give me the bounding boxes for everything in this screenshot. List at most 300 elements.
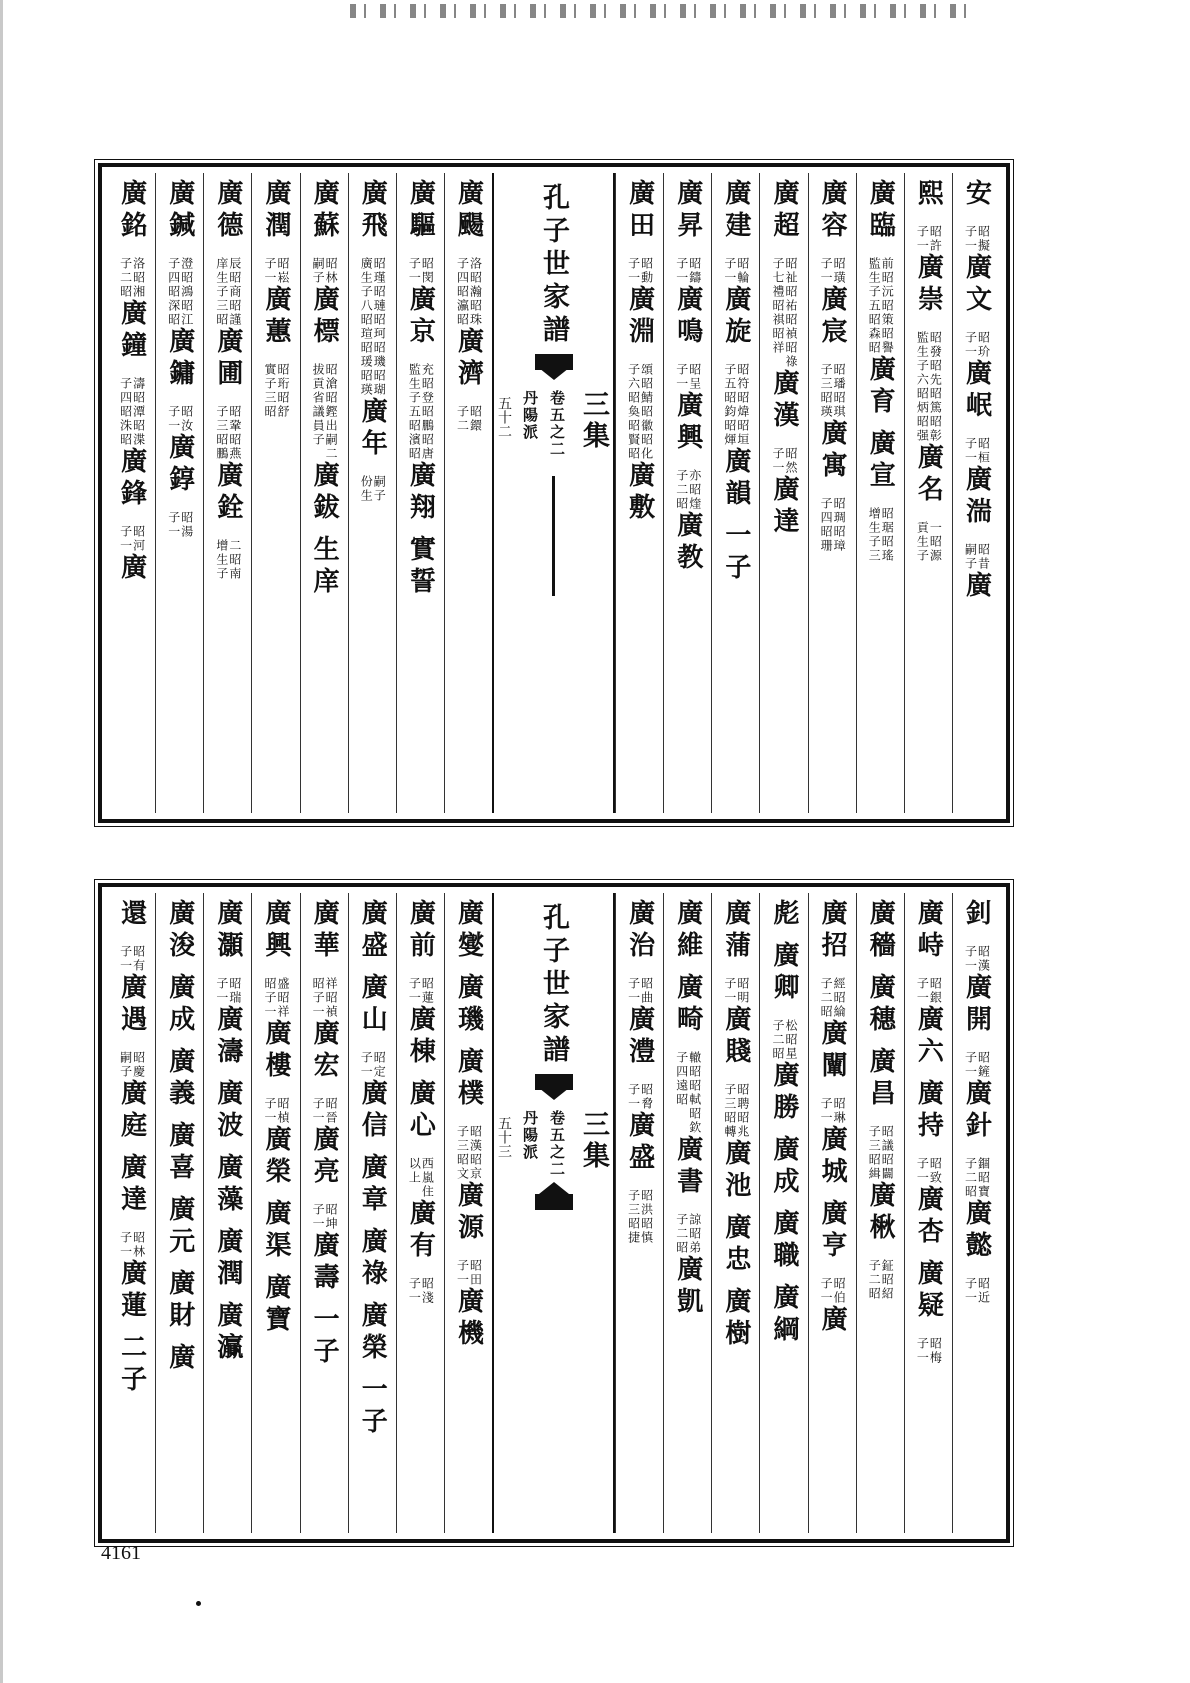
person-name: 廣燮 (453, 899, 484, 963)
person-name: 廣樸 (453, 1047, 484, 1111)
annotation-note (627, 973, 653, 1005)
genealogy-entry (116, 1153, 147, 1217)
genealogy-entry (357, 973, 388, 1037)
person-name: 廣敷 (624, 461, 655, 525)
annotation-note (723, 359, 749, 447)
annotation-line: 昭珩昭舒 (275, 363, 290, 419)
genealogy-entry (961, 1199, 992, 1263)
genealogy-entry (164, 1343, 195, 1375)
annotation-line: 子一 (722, 257, 737, 285)
genealogy-column (155, 893, 203, 1533)
genealogy-entry (260, 1125, 291, 1189)
genealogy-entry (116, 1259, 147, 1323)
annotation-line: 昭瑞 (227, 977, 242, 1005)
person-name: 廣潤 (260, 179, 291, 243)
annotation-note (963, 327, 989, 359)
genealogy-entry (309, 179, 340, 243)
genealogy-entry (164, 179, 195, 243)
person-name: 一子 (309, 1305, 340, 1369)
annotation-line: 昭然 (783, 447, 798, 475)
annotation-line: 貢生子 (915, 521, 930, 563)
annotation-line: 監生子五昭濱昭 (407, 363, 422, 461)
genealogy-column (155, 173, 203, 813)
annotation-line: 洛昭瀚昭珠 (468, 257, 483, 327)
annotation-note (675, 1047, 701, 1135)
genealogy-column (203, 173, 251, 813)
genealogy-entry (672, 1255, 703, 1319)
genealogy-entry (720, 1287, 751, 1351)
branch-label: 丹陽派 (521, 1110, 539, 1161)
annotation-line: 子一 (166, 511, 181, 539)
annotation-note (215, 535, 241, 581)
person-name: 廣鳴 (672, 285, 703, 349)
annotation-line: 松昭星 (783, 1019, 798, 1061)
annotation-note (819, 1273, 845, 1305)
person-name: 廣臨 (865, 179, 896, 243)
annotation-line: 昭明 (735, 977, 750, 1005)
annotation-note (407, 253, 433, 285)
annotation-note (311, 1199, 337, 1231)
annotation-line: 昭發昭先昭篤昭彰 (928, 331, 943, 443)
annotation-line: 昭漢昭京 (468, 1125, 483, 1181)
genealogy-column (808, 173, 856, 813)
annotation-line: 子三昭緝 (867, 1125, 882, 1181)
annotation-line: 昭慶 (131, 1051, 146, 1079)
person-name: 廣城 (817, 1125, 848, 1189)
annotation-line: 子四昭洙昭 (118, 377, 133, 447)
genealogy-entry (768, 369, 799, 433)
genealogy-column (108, 173, 155, 813)
person-name: 一子 (357, 1375, 388, 1439)
annotation-line: 昭瑾昭璉昭珂昭璣昭瑚 (372, 257, 387, 397)
person-name: 廣疑 (913, 1259, 944, 1323)
annotation-note (167, 253, 193, 327)
genealogy-entry (624, 285, 655, 349)
genealogy-entry (453, 1181, 484, 1245)
genealogy-column (300, 893, 348, 1533)
annotation-note (215, 401, 241, 461)
genealogy-entry (260, 1019, 291, 1083)
annotation-line: 子二昭 (674, 469, 689, 511)
genealogy-entry (116, 447, 147, 511)
person-name: 廣亮 (309, 1125, 340, 1189)
scan-speck (196, 1601, 201, 1606)
genealogy-entry (309, 461, 340, 525)
genealogy-entry (817, 1199, 848, 1263)
genealogy-entry (116, 179, 147, 243)
genealogy-entry (961, 253, 992, 317)
annotation-line: 祥昭禎 (324, 977, 339, 1019)
genealogy-entry (720, 899, 751, 963)
annotation-line: 昭銀 (928, 977, 943, 1005)
annotation-line: 子一 (915, 1337, 930, 1365)
annotation-line: 鉦昭紹 (880, 1259, 895, 1301)
genealogy-entry (672, 179, 703, 243)
annotation-line: 昭坤 (324, 1203, 339, 1231)
genealogy-entry (405, 1199, 436, 1263)
fishtail-ornament-icon (535, 354, 573, 380)
genealogy-column (856, 173, 904, 813)
annotation-note (263, 973, 289, 1019)
person-name: 廣章 (357, 1153, 388, 1217)
annotation-note (963, 1047, 989, 1079)
annotation-line: 昭田 (468, 1259, 483, 1287)
annotation-line: 子一 (819, 1097, 834, 1125)
person-name: 廣 (116, 553, 147, 585)
genealogy-entry (817, 419, 848, 483)
genealogy-entry (913, 899, 944, 963)
person-name: 二子 (116, 1333, 147, 1397)
annotation-line: 廣生子八昭瑄昭瑗昭瑛 (359, 257, 374, 397)
person-name: 廣開 (961, 973, 992, 1037)
genealogy-column (251, 893, 299, 1533)
genealogy-column (251, 173, 299, 813)
genealogy-entry (672, 1135, 703, 1199)
person-name: 熙 (913, 179, 944, 211)
person-name: 廣宸 (817, 285, 848, 349)
person-name: 廣喜 (164, 1121, 195, 1185)
person-name: 廣穡 (865, 899, 896, 963)
person-name: 廣波 (212, 1079, 243, 1143)
genealogy-entry (865, 429, 896, 493)
person-name: 廣信 (357, 1079, 388, 1143)
annotation-line: 子一 (963, 437, 978, 465)
person-name: 廣鍼 (164, 179, 195, 243)
person-name: 廣機 (453, 1287, 484, 1351)
genealogy-entry (768, 475, 799, 539)
person-name: 廣翔 (405, 461, 436, 525)
annotation-note (407, 1153, 433, 1199)
person-name: 廣楸 (865, 1181, 896, 1245)
person-name: 廣超 (768, 179, 799, 243)
genealogy-entry (405, 899, 436, 963)
genealogy-entry (164, 1195, 195, 1259)
annotation-note (119, 373, 145, 447)
genealogy-entry (164, 1121, 195, 1185)
person-name: 廣治 (624, 899, 655, 963)
annotation-line: 昭琚昭瑤 (880, 507, 895, 563)
annotation-line: 子四昭珊 (819, 497, 834, 553)
person-name: 廣颺 (453, 179, 484, 243)
person-name: 廣勝 (768, 1061, 799, 1125)
annotation-note (215, 253, 241, 327)
annotation-line: 子一 (262, 1097, 277, 1125)
genealogy-entry (309, 1231, 340, 1295)
annotation-line: 子三昭捷 (626, 1189, 641, 1245)
genealogy-entry (405, 1005, 436, 1069)
genealogy-entry (768, 1283, 799, 1347)
center-banner-top (492, 173, 615, 813)
person-name: 廣六 (913, 1005, 944, 1069)
annotation-line: 一昭源 (928, 521, 943, 563)
person-name: 廣庭 (116, 1079, 147, 1143)
person-name: 廣 (817, 1305, 848, 1337)
annotation-line: 子一 (963, 225, 978, 253)
annotation-note (455, 401, 481, 433)
genealogy-entry (309, 1125, 340, 1189)
annotation-line: 昭子一 (262, 977, 277, 1019)
person-name: 廣鏞 (164, 327, 195, 391)
person-name: 生庠 (309, 535, 340, 599)
annotation-line: 昭致 (928, 1157, 943, 1185)
volume-info (494, 1110, 613, 1178)
annotation-line: 子三昭轉 (722, 1083, 737, 1139)
genealogy-column (663, 893, 711, 1533)
genealogy-entry (672, 391, 703, 455)
person-name: 廣山 (357, 973, 388, 1037)
person-name: 廣成 (164, 973, 195, 1037)
genealogy-entry (357, 1079, 388, 1143)
person-name: 廣濤 (212, 1005, 243, 1069)
annotation-line: 昭林 (324, 257, 339, 285)
annotation-line: 昭河 (131, 525, 146, 553)
genealogy-column (952, 893, 1000, 1533)
annotation-line: 充昭登昭鵬昭唐 (420, 363, 435, 461)
annotation-line: 子二昭 (867, 1259, 882, 1301)
annotation-note (915, 1333, 941, 1365)
genealogy-column (396, 893, 444, 1533)
annotation-line: 子二昭 (819, 977, 834, 1019)
annotation-note (963, 1273, 989, 1305)
genealogy-entry (309, 535, 340, 599)
annotation-line: 頌昭鯖昭徽昭化 (639, 363, 654, 461)
annotation-line: 子一 (626, 1083, 641, 1111)
annotation-line: 昭伯 (832, 1277, 847, 1305)
person-name: 釗 (961, 899, 992, 931)
genealogy-column (348, 173, 396, 813)
annotation-line: 昭鏟 (976, 1051, 991, 1079)
person-name: 廣榮 (260, 1125, 291, 1189)
genealogy-entry (865, 179, 896, 243)
annotation-line: 子一 (674, 363, 689, 391)
genealogy-column (444, 173, 492, 813)
annotation-line: 子一 (819, 257, 834, 285)
annotation-note (963, 433, 989, 465)
annotation-note (359, 471, 385, 503)
genealogy-entry (357, 1153, 388, 1217)
genealogy-entry (720, 521, 751, 585)
genealogy-entry (357, 899, 388, 963)
annotation-note (455, 1255, 481, 1287)
annotation-line: 昭近 (976, 1277, 991, 1305)
annotation-note (867, 1121, 893, 1181)
genealogy-column (108, 893, 155, 1533)
person-name: 廣教 (672, 511, 703, 575)
genealogy-entry (357, 179, 388, 243)
genealogy-entry (672, 511, 703, 575)
person-name: 廣飛 (357, 179, 388, 243)
annotation-line: 昭擬 (976, 225, 991, 253)
person-name: 廣有 (405, 1199, 436, 1263)
annotation-line: 昭梅 (928, 1337, 943, 1365)
genealogy-entry (164, 327, 195, 391)
genealogy-entry (768, 1209, 799, 1273)
annotation-line: 昭動 (639, 257, 654, 285)
annotation-note (627, 253, 653, 285)
annotation-line: 昭璠昭琪 (832, 363, 847, 419)
person-name: 廣財 (164, 1269, 195, 1333)
annotation-line: 子五昭鈞昭煇 (722, 363, 737, 447)
genealogy-entry (309, 1019, 340, 1083)
annotation-line: 昭曲 (639, 977, 654, 1005)
person-name: 廣義 (164, 1047, 195, 1111)
annotation-line: 昭湯 (179, 511, 194, 539)
annotation-note (407, 973, 433, 1005)
genealogy-entry (212, 899, 243, 963)
annotation-note (311, 1093, 337, 1125)
annotation-note (675, 1209, 701, 1255)
annotation-line: 昭鞏昭燕 (227, 405, 242, 461)
annotation-line: 子一 (311, 1097, 326, 1125)
genealogy-page-52 (98, 163, 1010, 823)
annotation-line: 子一 (118, 1231, 133, 1259)
person-name: 廣卿 (768, 941, 799, 1005)
genealogy-entry (405, 461, 436, 525)
genealogy-entry (865, 1181, 896, 1245)
annotation-line: 昭洪昭慎 (639, 1189, 654, 1245)
genealogy-entry (913, 1005, 944, 1069)
annotation-line: 子三昭文 (455, 1125, 470, 1181)
annotation-line: 昭子一 (311, 977, 326, 1019)
person-name: 廣賤 (720, 1005, 751, 1069)
person-name: 廣濟 (453, 327, 484, 391)
genealogy-entry (405, 179, 436, 243)
person-name: 廣璣 (453, 973, 484, 1037)
person-name: 廣維 (672, 899, 703, 963)
genealogy-entry (768, 179, 799, 243)
annotation-line: 份生 (359, 475, 374, 503)
person-name: 廣澧 (624, 1005, 655, 1069)
annotation-line: 子一 (963, 331, 978, 359)
person-name: 廣招 (817, 899, 848, 963)
genealogy-column (444, 893, 492, 1533)
genealogy-entry (817, 1305, 848, 1337)
annotation-line: 子二昭 (674, 1213, 689, 1255)
genealogy-entry (405, 1079, 436, 1143)
person-name: 廣盛 (624, 1111, 655, 1175)
genealogy-entry (961, 571, 992, 603)
annotation-line: 昭玠 (976, 331, 991, 359)
annotation-note (455, 1121, 481, 1181)
person-name: 廣棟 (405, 1005, 436, 1069)
person-name: 廣心 (405, 1079, 436, 1143)
annotation-note (119, 1227, 145, 1259)
annotation-note (819, 493, 845, 553)
person-name: 廣圃 (212, 327, 243, 391)
genealogy-entry (260, 179, 291, 243)
annotation-note (119, 521, 145, 553)
person-name: 廣持 (913, 1079, 944, 1143)
annotation-line: 子一 (407, 977, 422, 1005)
person-name: 廣興 (260, 899, 291, 963)
genealogy-entry (720, 1139, 751, 1203)
genealogy-entry (212, 461, 243, 525)
person-name: 廣灜 (212, 1301, 243, 1365)
annotation-line: 昭脅 (639, 1083, 654, 1111)
genealogy-column (396, 173, 444, 813)
annotation-note (359, 253, 385, 397)
genealogy-entry (672, 973, 703, 1037)
person-name: 廣遇 (116, 973, 147, 1037)
genealogy-column (711, 893, 759, 1533)
annotation-line: 前昭沅昭策昭譽 (880, 257, 895, 355)
annotation-line: 增生子三 (867, 507, 882, 563)
annotation-line: 子四昭瀛昭 (455, 257, 470, 327)
genealogy-entry (961, 899, 992, 931)
annotation-line: 子三昭瑛 (819, 363, 834, 419)
person-name: 廣蓮 (116, 1259, 147, 1323)
annotation-line: 子一 (963, 1277, 978, 1305)
annotation-note (963, 1153, 989, 1199)
annotation-line: 洛昭湘 (131, 257, 146, 299)
folio-number: 五十三 (496, 1116, 512, 1158)
genealogy-entry (913, 1259, 944, 1323)
genealogy-entry (624, 1111, 655, 1175)
genealogy-entry (672, 285, 703, 349)
genealogy-entry (453, 1287, 484, 1351)
genealogy-entry (865, 899, 896, 963)
person-name: 廣韻 (720, 447, 751, 511)
genealogy-entry (260, 1199, 291, 1263)
annotation-line: 二昭南 (227, 539, 242, 581)
annotation-note (723, 253, 749, 285)
annotation-line: 子一 (915, 1157, 930, 1185)
person-name: 廣 (164, 1343, 195, 1375)
person-name: 廣蒲 (720, 899, 751, 963)
genealogy-entry (913, 179, 944, 211)
genealogy-column (904, 893, 952, 1533)
annotation-line: 昭呈 (687, 363, 702, 391)
annotation-line: 昭崧 (275, 257, 290, 285)
annotation-note (627, 359, 653, 461)
annotation-line: 監生子五昭森昭 (867, 257, 882, 355)
person-name: 廣淵 (624, 285, 655, 349)
genealogy-entry (865, 973, 896, 1037)
person-name: 廣渠 (260, 1199, 291, 1263)
genealogy-entry (116, 1079, 147, 1143)
person-name: 廣蘇 (309, 179, 340, 243)
annotation-line: 昭漢 (976, 945, 991, 973)
genealogy-column (663, 173, 711, 813)
genealogy-entry (768, 941, 799, 1005)
annotation-note (819, 253, 845, 285)
person-name: 廣田 (624, 179, 655, 243)
annotation-note (915, 221, 941, 253)
genealogy-entry (309, 1305, 340, 1369)
collection-label: 三集 (578, 1110, 609, 1172)
volume-info (494, 390, 613, 458)
person-name: 廣盛 (357, 899, 388, 963)
genealogy-entry (357, 1375, 388, 1439)
person-name: 廣書 (672, 1135, 703, 1199)
annotation-note (311, 973, 337, 1019)
juan-label: 卷五之二 (548, 1110, 566, 1178)
person-name: 廣鐘 (116, 299, 147, 363)
center-banner-bottom (492, 893, 615, 1533)
person-name: 廣文 (961, 253, 992, 317)
annotation-note (359, 1047, 385, 1079)
annotation-line: 昭琳 (832, 1097, 847, 1125)
annotation-note (723, 1079, 749, 1139)
annotation-line: 昭定 (372, 1051, 387, 1079)
annotation-line: 子一 (722, 977, 737, 1005)
annotation-line: 子一 (407, 257, 422, 285)
genealogy-entry (720, 1213, 751, 1277)
annotation-note (963, 221, 989, 253)
annotation-line: 昭符昭煒昭垣 (735, 363, 750, 447)
annotation-line: 子一 (166, 405, 181, 433)
genealogy-entry (817, 1019, 848, 1083)
